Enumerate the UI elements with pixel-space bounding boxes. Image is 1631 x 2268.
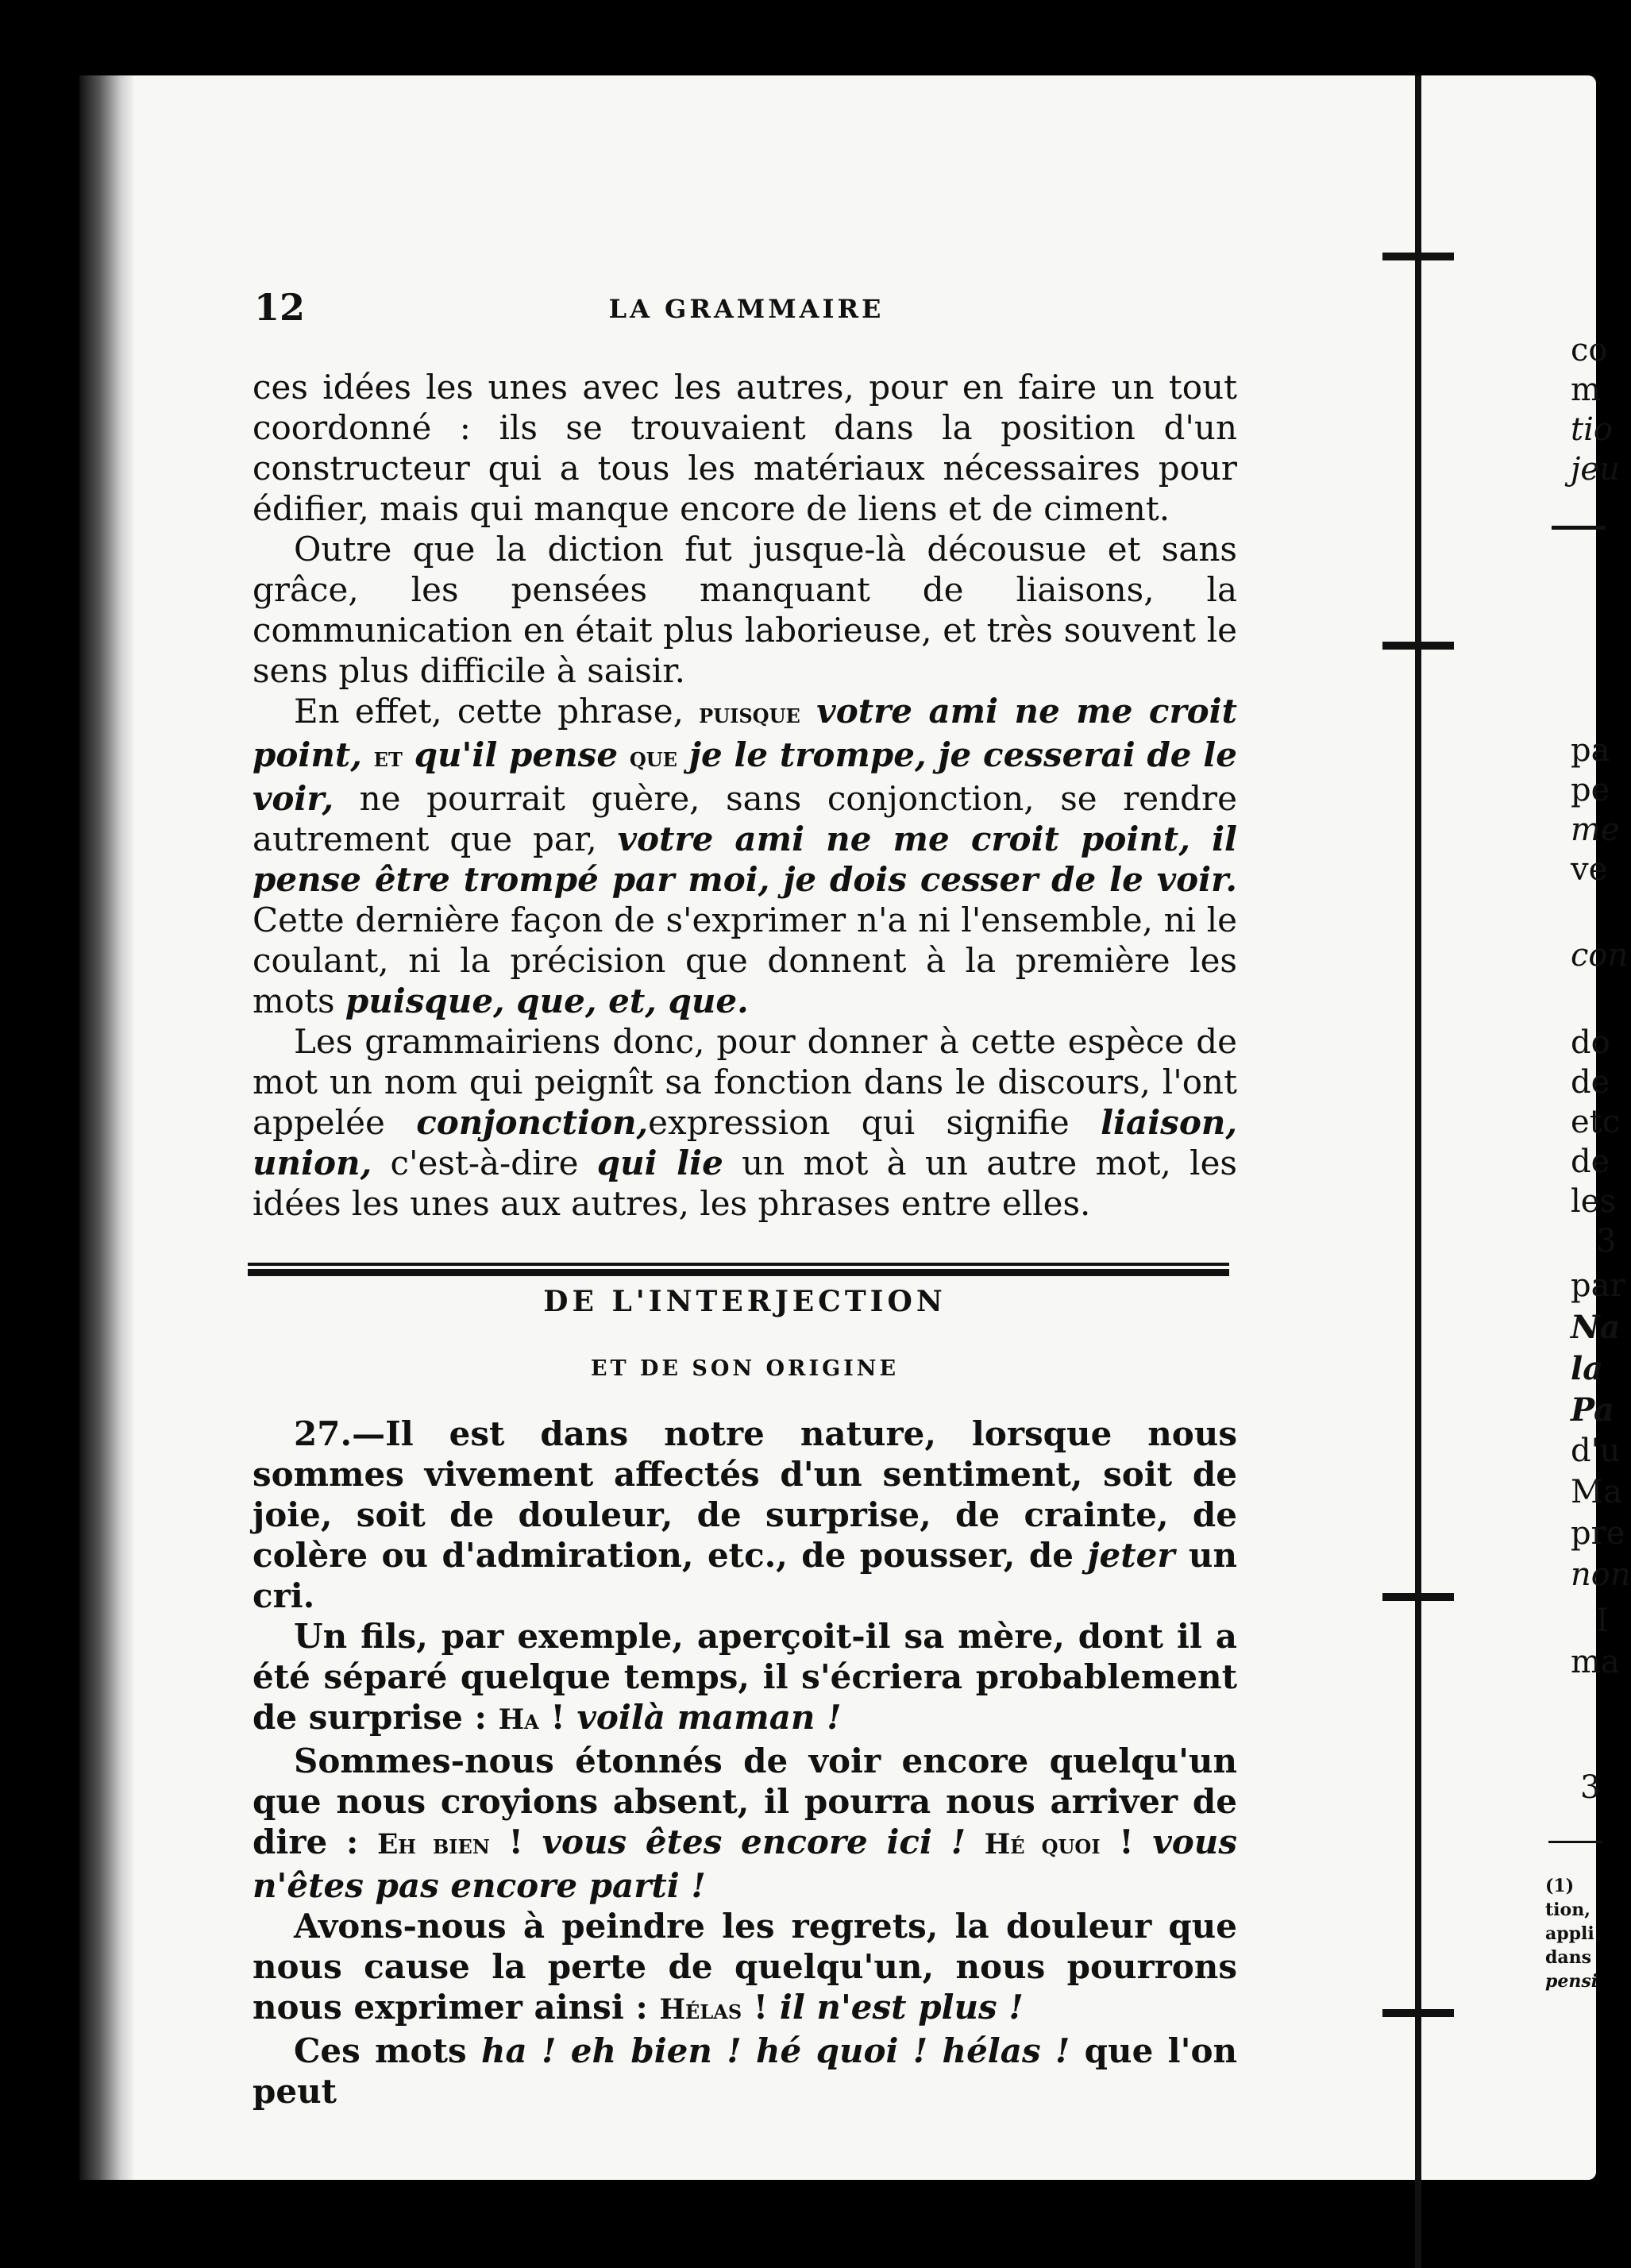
paragraph: 27.—Il est dans notre nature, lorsque nous sommes vivement affectés d'un sentiment, soit de joie, soit de douleur, de surprise, de crainte, de colère ou d'admiration, etc., de pousser, de jeter un cri. <box>253 1414 1237 1615</box>
page-gutter <box>1415 75 1421 2268</box>
fragment: d'u <box>1571 1433 1621 1469</box>
paragraph: ces idées les unes avec les autres, pour en faire un tout coordonné : ils se trouvaient dans la position d'un constructeur qui a tous les matériaux nécessaires pour édifier, mais qui manque encore de liens et de ciment. <box>253 368 1237 528</box>
fragment: 3 <box>1596 1223 1617 1259</box>
fragment: de <box>1571 1064 1610 1101</box>
paragraph: Sommes-nous étonnés de voir encore quelqu'un que nous croyions absent, il pourra nous arriver de dire : Eh bien ! vous êtes encore ici ! Hé quoi ! vous n'êtes pas encore parti ! <box>253 1742 1237 1905</box>
footnote-fragment: dans <box>1545 1947 1592 1968</box>
section-divider <box>248 1263 1229 1266</box>
fragment: ve <box>1571 851 1608 888</box>
section-divider <box>248 1269 1229 1276</box>
fragment: co <box>1571 332 1608 368</box>
section-subtitle: ET DE SON ORIGINE <box>590 1356 900 1381</box>
footnote-fragment: pensi <box>1545 1971 1598 1992</box>
footnote-rule <box>1548 1841 1602 1843</box>
footnote-fragment: (1) <box>1545 1876 1575 1896</box>
fragment: pre <box>1571 1515 1625 1552</box>
footnote-fragment: appli <box>1545 1923 1594 1944</box>
page-header <box>254 286 1239 334</box>
fragment: m <box>1571 372 1601 408</box>
fragment: la <box>1571 1350 1604 1387</box>
paragraph: Avons-nous à peindre les regrets, la douleur que nous cause la perte de quelqu'un, nous pourrons nous exprimer ainsi : Hélas ! il n'est plus ! <box>253 1907 1237 2027</box>
paragraph: Un fils, par exemple, aperçoit-il sa mère, dont il a été séparé quelque temps, il s'écriera probablement de surprise : Ha ! voilà maman ! <box>253 1617 1237 1737</box>
fragment: tio <box>1571 411 1613 448</box>
fragment: par <box>1571 1267 1625 1304</box>
body-text-interjection <box>253 1414 1237 2112</box>
paragraph: Les grammairiens donc, pour donner à cette espèce de mot un nom qui peignît sa fonction dans le discours, l'ont appelée conjonction,expression qui signifie liaison, union, c'est-à-dire qui lie un mot à un autre mot, les idées les unes aux autres, les phrases entre elles. <box>253 1022 1237 1223</box>
fragment: me <box>1571 812 1620 848</box>
fragment: etc <box>1571 1104 1621 1140</box>
fragment: pa <box>1571 732 1610 769</box>
footnote-fragment: tion, <box>1545 1900 1591 1920</box>
paragraph: En effet, cette phrase, puisque votre ami ne me croit point, et qu'il pense que je le trompe, je cesserai de le voir, ne pourrait guère, sans conjonction, se rendre autrement que par, votre ami ne me croit point, il pense être trompé par moi, je dois cesser de le voir. Cette dernière façon de s'exprimer n'a ni l'ensemble, ni le coulant, ni la précision que donnent à la première les mots puisque, que, et, que. <box>253 692 1237 1020</box>
fragment: I <box>1596 1603 1609 1639</box>
paragraph: Outre que la diction fut jusque-là décousue et sans grâce, les pensées manquant de liaisons, la communication en était plus laborieuse, et très souvent le sens plus difficile à saisir. <box>253 530 1237 690</box>
fragment: pe <box>1571 772 1610 808</box>
fragment: de <box>1571 1144 1610 1180</box>
fragment: jeu <box>1571 451 1620 488</box>
paragraph: Ces mots ha ! eh bien ! hé quoi ! hélas ! que l'on peut <box>253 2031 1237 2111</box>
fragment: les <box>1571 1183 1616 1220</box>
section-title: DE L'INTERJECTION <box>543 1285 947 1318</box>
running-head: LA GRAMMAIRE <box>608 294 885 324</box>
right-page-rule <box>1552 526 1606 530</box>
fragment: do <box>1571 1024 1610 1061</box>
page-number: 12 <box>254 286 306 329</box>
body-text-conjunction <box>253 367 1237 1224</box>
fragment: Ma <box>1571 1474 1622 1510</box>
fragment: con <box>1571 937 1629 974</box>
fragment: non <box>1571 1556 1631 1593</box>
fragment: 3 <box>1580 1769 1601 1806</box>
fragment: Na <box>1571 1309 1621 1346</box>
fragment: ma <box>1571 1644 1620 1680</box>
scan-border-bottom <box>0 2180 1606 2268</box>
page-binding-shadow <box>79 75 135 2180</box>
fragment: Pa <box>1571 1391 1614 1429</box>
